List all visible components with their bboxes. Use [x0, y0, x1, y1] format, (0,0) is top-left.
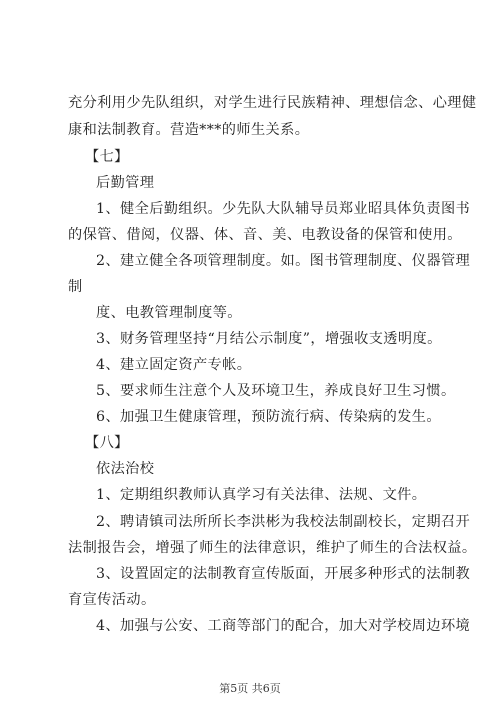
page-footer: 第5页 共6页 — [219, 682, 281, 695]
body-line: 6、加强卫生健康管理，预防流行病、传染病的发生。 — [96, 409, 441, 425]
body-line: 3、设置固定的法制教育宣传版面，开展多种形式的法制教 — [96, 566, 471, 582]
section-title: 依法治校 — [96, 461, 155, 477]
section-title: 后勤管理 — [96, 175, 155, 191]
body-line: 度、电教管理制度等。 — [96, 305, 242, 321]
section-number: 【七】 — [85, 149, 129, 165]
body-line: 4、加强与公安、工商等部门的配合，加大对学校周边环境 — [96, 618, 471, 634]
body-line: 康和法制教育。营造***的师生关系。 — [68, 122, 310, 138]
body-line: 制 — [68, 279, 83, 295]
body-line: 充分利用少先队组织，对学生进行民族精神、理想信念、心理健 — [68, 95, 477, 111]
body-line: 2、建立健全各项管理制度。如。图书管理制度、仪器管理 — [96, 253, 471, 269]
body-line: 育宣传活动。 — [68, 592, 156, 608]
body-line: 4、建立固定资产专帐。 — [96, 357, 252, 373]
body-line: 5、要求师生注意个人及环境卫生，养成良好卫生习惯。 — [96, 383, 456, 399]
body-line: 1、健全后勤组织。少先队大队辅导员郑业昭具体负责图书 — [96, 201, 471, 217]
body-line: 3、财务管理坚持“月结公示制度”，增强收支透明度。 — [96, 331, 442, 347]
body-line: 2、聘请镇司法所所长李洪彬为我校法制副校长，定期召开 — [96, 514, 471, 530]
body-line: 1、定期组织教师认真学习有关法律、法规、文件。 — [96, 487, 427, 503]
body-line: 法制报告会，增强了师生的法律意识，维护了师生的合法权益。 — [68, 540, 477, 556]
body-line: 的保管、借阅，仪器、体、音、美、电教设备的保管和使用。 — [68, 227, 462, 243]
section-number: 【八】 — [85, 435, 129, 451]
